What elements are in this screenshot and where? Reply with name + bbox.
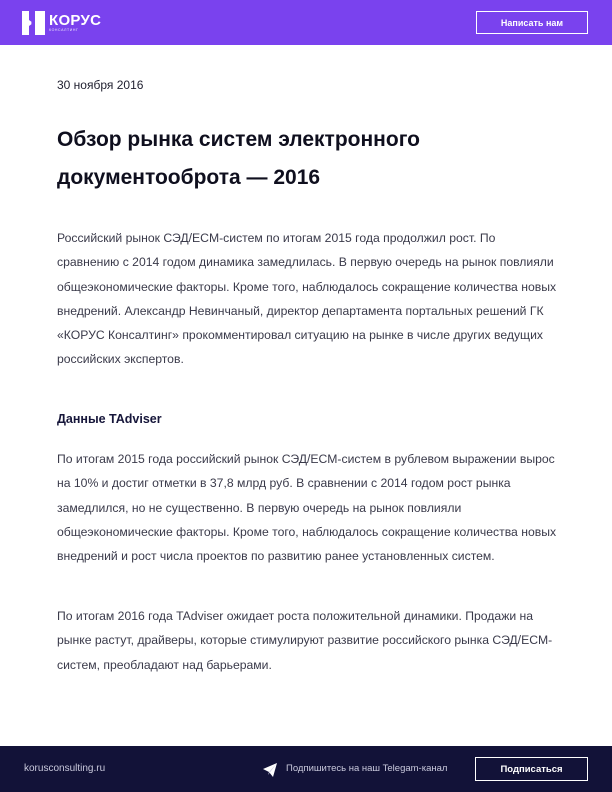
- subscribe-button[interactable]: Подписаться: [475, 757, 588, 781]
- logo-subtext: КОНСАЛТИНГ: [49, 27, 79, 32]
- article-paragraph-3: По итогам 2016 года TAdviser ожидает роста положительной динамики. Продажи на рынке растут, драйверы, которые стимулируют развитие российского рынка СЭД/ECM-систем, преобладают над барьерами.: [57, 609, 553, 672]
- logo-text: КОРУС: [49, 11, 102, 29]
- telegram-subscribe-text[interactable]: Подпишитесь на наш Telegam-канал: [286, 763, 448, 774]
- site-link[interactable]: korusconsulting.ru: [24, 763, 106, 774]
- write-us-button[interactable]: Написать нам: [476, 11, 588, 34]
- logo[interactable]: [22, 10, 101, 35]
- korus-logo-icon: [22, 11, 45, 35]
- header: [0, 0, 612, 45]
- article-title: Обзор рынка систем электронного документооброта — 2016: [57, 128, 420, 189]
- article-paragraph-2: По итогам 2015 года российский рынок СЭД/ECM-систем в рублевом выражении вырос на 10% и достиг отметки в 37,8 млрд руб. В сравнении с 2014 годом рост рынка замедлился, но не существенно. В первую очередь на рынок повлияли общеэкономические факторы. Кроме того, наблюдалось сокращение количества новых внедрений и рост числа проектов по развитию ранее установленных систем.: [57, 452, 557, 564]
- article-paragraph-1: Российский рынок СЭД/ECM-систем по итогам 2015 года продолжил рост. По сравнению с 2014 годом динамика замедлилась. В первую очередь на рынок повлияли общеэкономические факторы. Кроме того, наблюдалось сокращение количества новых внедрений. Александр Невинчаный, директор департамента портальных решений ГК «КОРУС Консалтинг» прокомментировал ситуацию на рынке в числе других ведущих российских экспертов.: [57, 231, 557, 367]
- telegram-icon[interactable]: [262, 762, 278, 778]
- section-heading: Данные TAdviser: [57, 412, 162, 426]
- article-date: 30 ноября 2016: [57, 78, 144, 92]
